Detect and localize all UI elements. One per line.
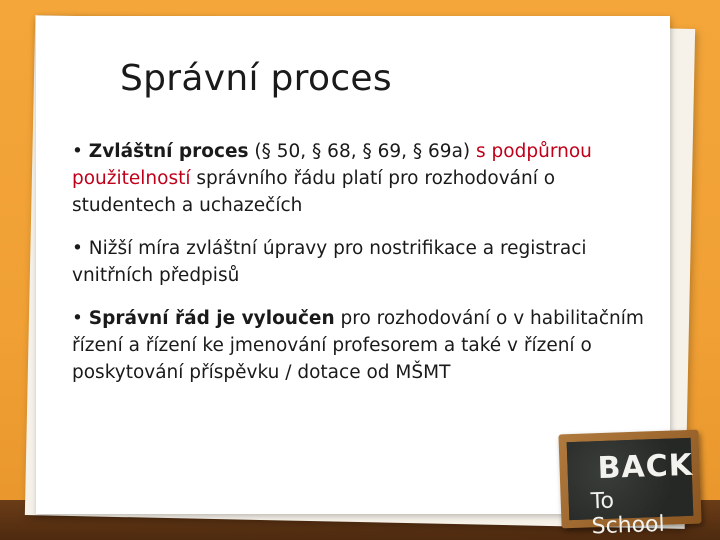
bullet-1-highlight: s podpůrnou použitelností: [72, 141, 592, 189]
bullet-1-bold: Zvláštní proces: [88, 141, 249, 162]
bullet-3-text: pro rozhodování o v habilitačním řízení a řízení ke jmenování profesorem a také v řízení o poskytování příspěvku / dotace od MŠMT: [72, 308, 644, 383]
chalkboard-text-back: BACK: [597, 447, 694, 487]
slide-title: Správní proces: [120, 58, 392, 99]
bullet-item-1: [72, 138, 647, 219]
bullet-3-marker: •: [72, 308, 89, 329]
bullet-1-text-a: (§ 50, § 68, § 69, § 69a): [248, 141, 477, 162]
bullet-2-text: • Nižší míra zvláštní úpravy pro nostrifikace a registraci vnitřních předpisů: [72, 238, 587, 286]
chalkboard-slate: [567, 438, 694, 540]
bullet-1-text-b: správního řádu platí pro rozhodování o studentech a uchazečích: [72, 168, 556, 216]
bullet-3-bold: Správní řád je vyloučen: [88, 308, 335, 329]
bullet-1-marker: •: [72, 141, 89, 162]
bullet-item-3: [72, 305, 647, 386]
chalkboard-text-school: To School: [590, 488, 666, 540]
bullet-list: [72, 138, 647, 402]
back-to-school-chalkboard: [558, 430, 701, 540]
bullet-item-2: [72, 235, 647, 289]
